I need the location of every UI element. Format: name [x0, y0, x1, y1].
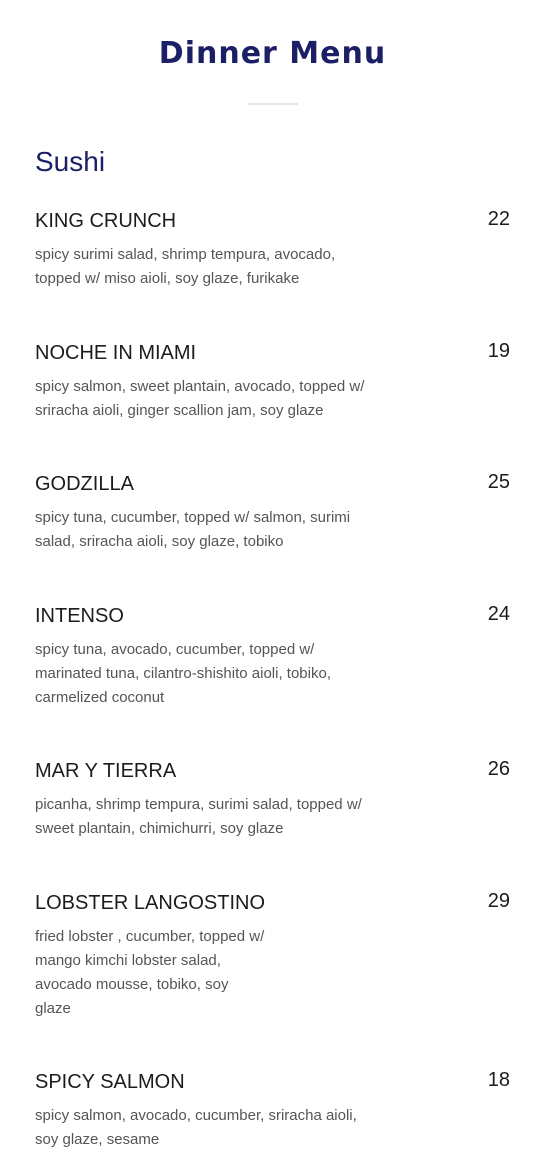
- menu-item-description: spicy salmon, avocado, cucumber, sriracha aioli, soy glaze, sesame: [35, 1107, 357, 1148]
- menu-item-description: spicy tuna, avocado, cucumber, topped w/ marinated tuna, cilantro-shishito aioli, tobiko, carmelized coconut: [35, 641, 331, 706]
- menu-item-name: SPICY SALMON: [35, 1071, 185, 1093]
- menu-item-name: KING CRUNCH: [35, 210, 177, 232]
- menu-item-price: 25: [487, 471, 510, 493]
- menu-item-price: 29: [487, 890, 510, 912]
- menu-item-description: fried lobster , cucumber, topped w/ mango kimchi lobster salad, avocado mousse, tobiko, soy glaze: [35, 928, 265, 1017]
- menu-item-description: picanha, shrimp tempura, surimi salad, topped w/ sweet plantain, chimichurri, soy glaze: [35, 796, 362, 837]
- menu-item-name: MAR Y TIERRA: [35, 760, 177, 782]
- menu-item-price: 26: [487, 758, 510, 780]
- menu-item-name: LOBSTER LANGOSTINO: [35, 892, 266, 914]
- menu-item-description: spicy surimi salad, shrimp tempura, avocado, topped w/ miso aioli, soy glaze, furikake: [35, 246, 336, 287]
- menu-item-price: 22: [487, 208, 510, 230]
- menu-item-description: spicy tuna, cucumber, topped w/ salmon, surimi salad, sriracha aioli, soy glaze, tobiko: [35, 509, 351, 550]
- menu-item-name: INTENSO: [35, 605, 124, 627]
- menu-item-name: NOCHE IN MIAMI: [35, 342, 197, 364]
- section-title-sushi: Sushi: [35, 146, 106, 177]
- menu-item-description: spicy salmon, sweet plantain, avocado, topped w/ sriracha aioli, ginger scallion jam, soy glaze: [35, 378, 365, 419]
- menu-item-price: 19: [487, 340, 510, 362]
- menu-item-price: 18: [487, 1069, 510, 1091]
- menu-item-name: GODZILLA: [35, 473, 134, 495]
- page-title: Dinner Menu: [158, 36, 387, 71]
- menu-item-price: 24: [487, 603, 510, 625]
